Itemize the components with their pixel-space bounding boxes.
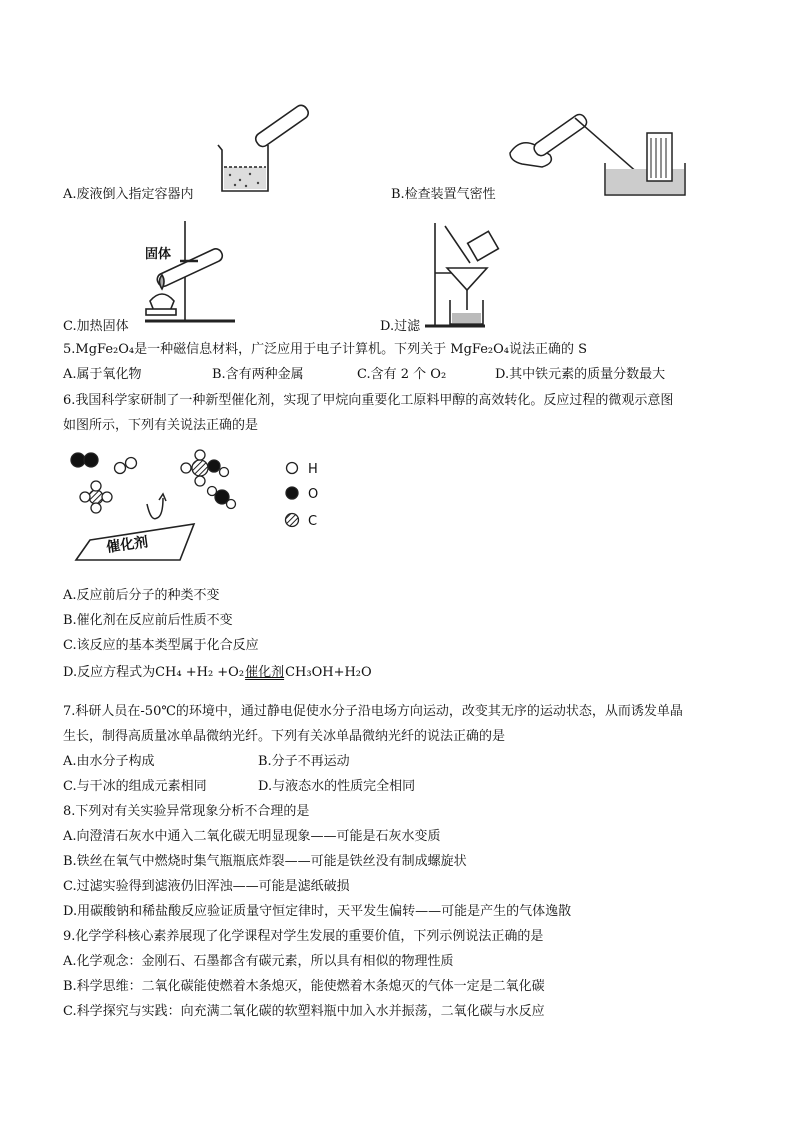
waste-liquid-pouring-figure — [210, 95, 310, 195]
q5-option-c: C.含有 2 个 O₂ — [357, 367, 447, 382]
q8-option-a: A.向澄清石灰水中通入二氧化碳无明显现象——可能是石灰水变质 — [63, 829, 441, 844]
q4-option-c: C.加热固体 — [63, 319, 129, 334]
filtration-figure — [425, 218, 505, 330]
catalyst-label: 催化剂 — [105, 534, 150, 556]
legend-h: H — [308, 462, 318, 477]
q5-option-b: B.含有两种金属 — [212, 367, 304, 382]
q7-option-d: D.与液态水的性质完全相同 — [258, 779, 416, 794]
q6-stem-line2: 如图所示，下列有关说法正确的是 — [63, 418, 259, 433]
q8-option-b: B.铁丝在氧气中燃烧时集气瓶瓶底炸裂——可能是铁丝没有制成螺旋状 — [63, 854, 467, 869]
q6-option-a: A.反应前后分子的种类不变 — [63, 588, 220, 603]
q7-stem-line2: 生长，制得高质量冰单晶微纳光纤。下列有关冰单晶微纳光纤的说法正确的是 — [63, 729, 506, 744]
legend-c: C — [308, 514, 318, 529]
q5-stem: 5.MgFe₂O₄是一种磁信息材料，广泛应用于电子计算机。下列关于 MgFe₂O₄说法正确的 S — [63, 342, 588, 357]
reaction-micro-diagram — [62, 442, 352, 572]
q9-option-c: C.科学探究与实践：向充满二氧化碳的软塑料瓶中加入水并振荡，二氧化碳与水反应 — [63, 1004, 545, 1019]
q7-option-b: B.分子不再运动 — [258, 754, 350, 769]
q4-option-b: B.检查装置气密性 — [391, 187, 496, 202]
q9-option-a: A.化学观念：金刚石、石墨都含有碳元素，所以具有相似的物理性质 — [63, 954, 454, 969]
q4-option-a: A.废液倒入指定容器内 — [63, 187, 194, 202]
heating-solid-label: 固体 — [145, 247, 172, 262]
equation-left: CH₄ +H₂ +O₂ — [155, 665, 245, 680]
q5-option-d: D.其中铁元素的质量分数最大 — [495, 367, 666, 382]
q6-stem-line1: 6.我国科学家研制了一种新型催化剂，实现了甲烷向重要化工原料甲醇的高效转化。反应过程的微观示意图 — [63, 393, 674, 408]
airtightness-check-figure — [505, 103, 695, 198]
q7-option-a: A.由水分子构成 — [63, 754, 155, 769]
q6-option-d — [63, 664, 372, 682]
equation-condition: 催化剂 — [245, 665, 285, 680]
legend-o: O — [308, 487, 319, 502]
q5-option-a: A.属于氧化物 — [63, 367, 142, 382]
q4-option-d: D.过滤 — [380, 319, 421, 334]
q7-stem-line1: 7.科研人员在-50℃的环境中，通过静电促使水分子沿电场方向运动，改变其无序的运动状态，从而诱发单晶 — [63, 704, 683, 719]
q8-stem: 8.下列对有关实验异常现象分析不合理的是 — [63, 804, 310, 819]
heating-solid-figure — [140, 213, 240, 328]
q6-option-d-prefix: D.反应方程式为 — [63, 665, 156, 680]
q8-option-d: D.用碳酸钠和稀盐酸反应验证质量守恒定律时，天平发生偏转——可能是产生的气体逸散 — [63, 904, 572, 919]
q8-option-c: C.过滤实验得到滤液仍旧浑浊——可能是滤纸破损 — [63, 879, 350, 894]
q6-option-c: C.该反应的基本类型属于化合反应 — [63, 638, 259, 653]
q7-option-c: C.与干冰的组成元素相同 — [63, 779, 207, 794]
q9-option-b: B.科学思维：二氧化碳能使燃着木条熄灭，能使燃着木条熄灭的气体一定是二氧化碳 — [63, 979, 545, 994]
q9-stem: 9.化学学科核心素养展现了化学课程对学生发展的重要价值，下列示例说法正确的是 — [63, 929, 544, 944]
q6-option-b: B.催化剂在反应前后性质不变 — [63, 613, 233, 628]
equation-right: CH₃OH+H₂O — [285, 665, 372, 680]
